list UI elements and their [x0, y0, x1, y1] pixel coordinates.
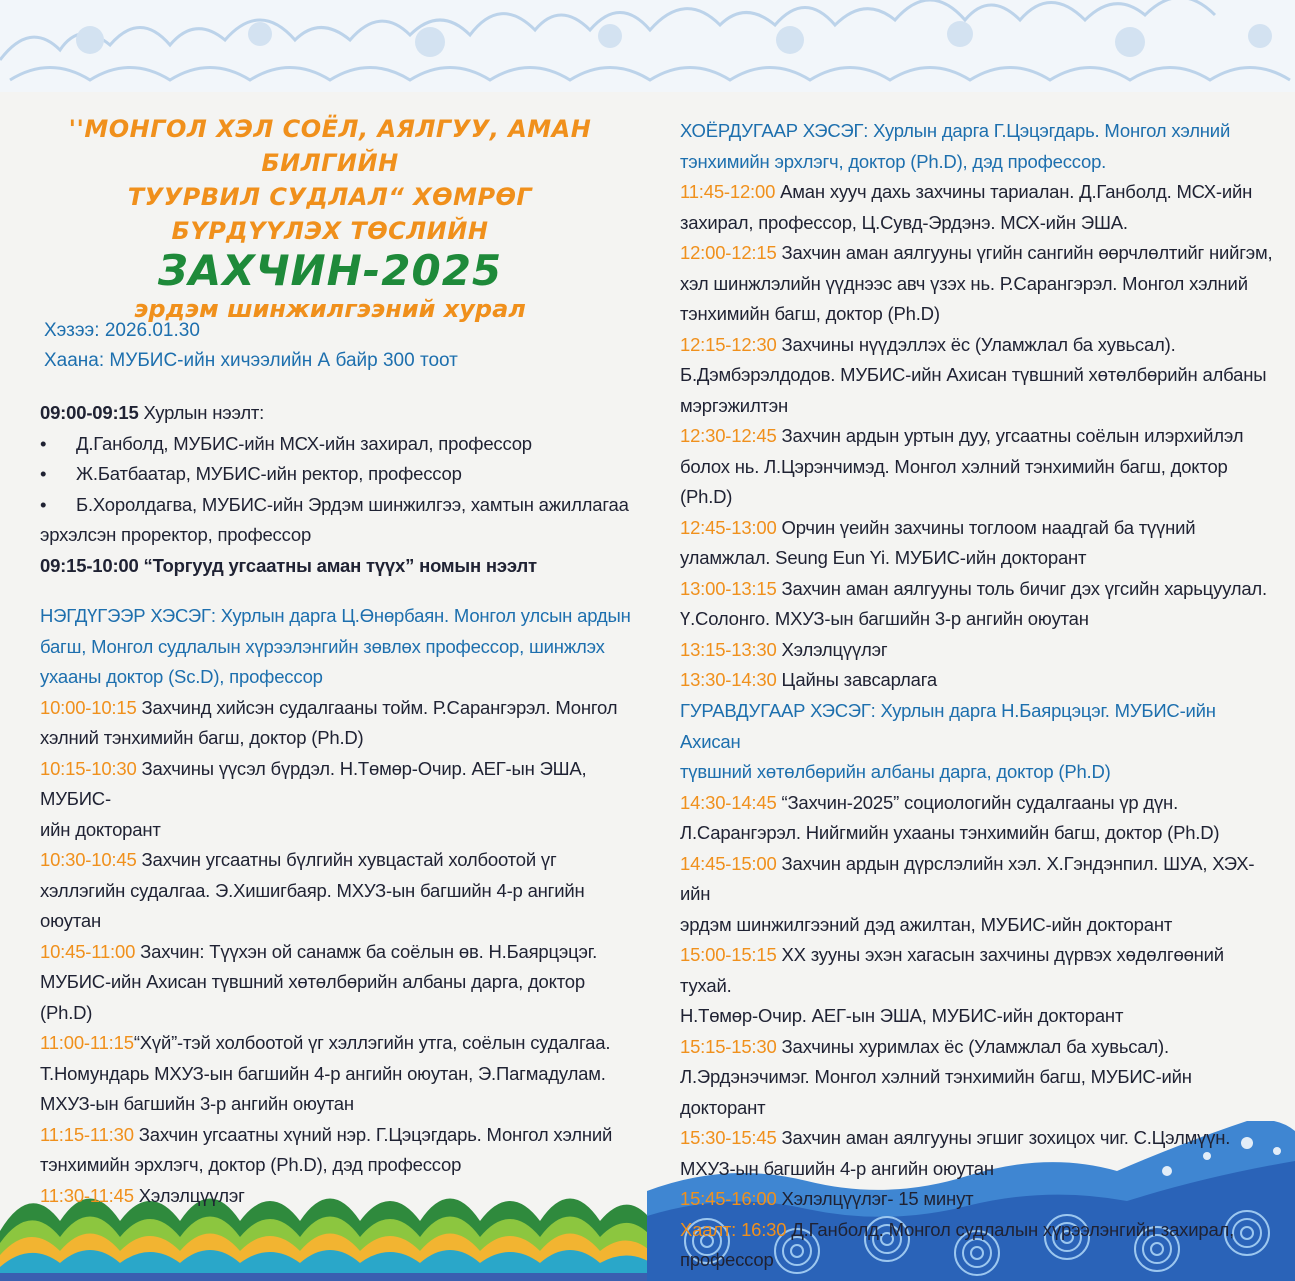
schedule-time: 10:00-10:15: [40, 696, 137, 718]
schedule-item-line-1: [680, 635, 1280, 666]
schedule-time: 15:30-15:45: [680, 1127, 777, 1148]
schedule-item-line-1: [680, 1032, 1280, 1063]
schedule-item-continuation: оюутан: [40, 910, 101, 931]
schedule-time: 14:30-14:45: [680, 791, 777, 813]
left-program: [40, 398, 632, 1211]
schedule-item: [680, 330, 1280, 422]
schedule-time: 12:00-12:15: [680, 242, 777, 263]
section3-header-1: ГУРАВДУГААР ХЭСЭГ: Хурлын дарга Н.Баярцэцэг. МУБИС-ийн Ахисан: [680, 700, 1216, 752]
opening-bullet-3: [40, 490, 632, 521]
schedule-item-line-1: [40, 1120, 632, 1151]
schedule-item-continuation: Н.Төмөр-Очир. АЕГ-ын ЭША, МУБИС-ийн докторант: [680, 1005, 1124, 1026]
schedule-text: Орчин үеийн захчины тоглоом наадгай ба түүний: [776, 516, 1196, 538]
schedule-time: 15:15-15:30: [680, 1035, 777, 1057]
schedule-text: Захчинд хийсэн судалгааны тойм. Р.Сарангэрэл. Монгол: [136, 696, 618, 718]
schedule-item-line-1: [680, 940, 1280, 1001]
opening-time: 09:00-09:15: [40, 402, 139, 423]
schedule-text: Захчин угсаатны хүний нэр. Г.Цэцэгдарь. Монгол хэлний: [133, 1123, 613, 1145]
right-program-3: [680, 696, 1280, 1276]
schedule-item: [680, 1032, 1280, 1124]
schedule-item: [40, 1120, 632, 1181]
schedule-text: Захчин ардын дүрслэлийн хэл. Х.Гэндэнпил. ШУА, ХЭХ-ийн: [680, 852, 1255, 904]
title-line-2: ТУУРВИЛ СУДЛАЛ“ ХӨМРӨГ БҮРДҮҮЛЭХ ТӨСЛИЙН: [127, 183, 533, 245]
schedule-time: 12:15-12:30: [680, 333, 777, 355]
schedule-item-line-1: [680, 330, 1280, 361]
schedule-text: Захчины нүүдэллэх ёс (Уламжлал ба хувьсал).: [776, 333, 1176, 355]
schedule-item: [680, 665, 1280, 696]
event-meta: [44, 316, 458, 376]
schedule-item-line-1: [40, 754, 632, 815]
section3-items: [680, 788, 1280, 1276]
bullet-dot: •: [40, 463, 47, 484]
bullet-dot: •: [40, 493, 47, 515]
section1-header-1: НЭГДҮГЭЭР ХЭСЭГ: Хурлын дарга Ц.Өнөрбаян. Монгол улсын ардын: [40, 605, 631, 626]
schedule-time: 12:45-13:00: [680, 516, 777, 538]
schedule-text: Захчин аман аялгууны үгийн сангийн өөрчлөлтийг нийгэм,: [776, 242, 1273, 263]
schedule-time: 13:15-13:30: [680, 638, 777, 660]
schedule-text: Захчин ардын уртын дуу, угсаатны соёлын илэрхийлэл: [776, 425, 1244, 446]
schedule-item-continuation: эрдэм шинжилгээний дэд ажилтан, МУБИС-ийн докторант: [680, 913, 1173, 935]
opening-label: Хурлын нээлт:: [143, 402, 265, 423]
opening-bullet-1: [40, 429, 632, 460]
schedule-time: 13:30-14:30: [680, 669, 777, 690]
section2-header-2: тэнхимийн эрхлэгч, доктор (Ph.D), дэд профессор.: [680, 150, 1107, 172]
schedule-item-continuation: болох нь. Л.Цэрэнчимэд. Монгол хэлний тэнхимийн багш, доктор (Ph.D): [680, 455, 1228, 507]
schedule-item-continuation: Б.Дэмбэрэлдодов. МУБИС-ийн Ахисан түвшний хөтөлбөрийн албаны: [680, 364, 1267, 385]
schedule-time: 13:00-13:15: [680, 577, 777, 599]
schedule-item-continuation: хэлний тэнхимийн багш, доктор (Ph.D): [40, 727, 364, 748]
schedule-item-continuation: уламжлал. Seung Eun Yi. МУБИС-ийн докторант: [680, 547, 1087, 568]
schedule-item-continuation: ийн докторант: [40, 818, 161, 840]
schedule-item-continuation: тэнхимийн багш, доктор (Ph.D): [680, 303, 940, 324]
schedule-item: [680, 238, 1280, 330]
schedule-text: Захчин аман аялгууны эгшиг зохицох чиг. С.Цэлмүүн.: [776, 1127, 1231, 1148]
schedule-item: [680, 849, 1280, 941]
schedule-item-continuation: хэллэгийн судалгаа. Э.Хишигбаяр. МХУЗ-ын багшийн 4-р ангийн: [40, 879, 585, 901]
schedule-time: 11:45-12:00: [680, 181, 776, 202]
schedule-time: 11:00-11:15: [40, 1032, 134, 1053]
schedule-time: 15:00-15:15: [680, 944, 777, 965]
schedule-item: [40, 1181, 632, 1212]
schedule-item-line-1: [680, 177, 1280, 208]
opening-bullet-3-cont: эрхэлсэн проректор, профессор: [40, 524, 312, 545]
schedule-item: [40, 693, 632, 754]
schedule-item-line-1: [40, 937, 632, 968]
schedule-time: Хаалт: 16:30: [680, 1218, 787, 1240]
title-line-1: ''МОНГОЛ ХЭЛ СОЁЛ, АЯЛГУУ, АМАН БИЛГИЙН: [68, 115, 592, 177]
schedule-text: Захчин аман аялгууны толь бичиг дэх үгсийн харьцуулал.: [776, 577, 1267, 599]
title-main: ЗАХЧИН-2025: [157, 246, 503, 295]
schedule-item-line-1: [40, 693, 632, 724]
bullet-text: Б.Хоролдагва, МУБИС-ийн Эрдэм шинжилгээ, хамтын ажиллагаа: [76, 493, 629, 515]
schedule-item: [40, 845, 632, 937]
schedule-item: [680, 1123, 1280, 1184]
section2-header-1: ХОЁРДУГААР ХЭСЭГ: Хурлын дарга Г.Цэцэгдарь. Монгол хэлний: [680, 120, 1231, 141]
schedule-item-continuation: МХУЗ-ын багшийн 4-р ангийн оюутан: [680, 1157, 994, 1179]
event-date: Хэзээ: 2026.01.30: [44, 320, 200, 341]
schedule-text: Аман хууч дахь захчины тариалан. Д.Ганболд. МСХ-ийн: [775, 181, 1253, 202]
schedule-item: [680, 421, 1280, 513]
opening-row: [40, 398, 632, 429]
schedule-item-continuation: Л.Эрдэнэчимэг. Монгол хэлний тэнхимийн багш, МУБИС-ийн докторант: [680, 1066, 1192, 1118]
schedule-item-continuation: Ү.Солонго. МХУЗ-ын багшийн 3-р ангийн оюутан: [680, 608, 1089, 629]
schedule-item-continuation: МУБИС-ийн Ахисан түвшний хөтөлбөрийн албаны дарга, доктор (Ph.D): [40, 971, 585, 1023]
schedule-item: [680, 177, 1280, 238]
schedule-item: [680, 788, 1280, 849]
schedule-item-continuation: мэргэжилтэн: [680, 394, 789, 416]
schedule-item-line-1: [680, 665, 1280, 696]
schedule-text: Захчин угсаатны бүлгийн хувцастай холбоотой үг: [136, 849, 557, 870]
schedule-text: “Хүй”-тэй холбоотой үг хэллэгийн утга, соёлын судалгаа.: [133, 1032, 611, 1053]
schedule-item: [40, 937, 632, 1029]
schedule-item: [40, 1028, 632, 1120]
schedule-text: Захчины үүсэл бүрдэл. Н.Төмөр-Очир. АЕГ-ын ЭША, МУБИС-: [40, 757, 587, 809]
schedule-text: Д.Ганболд. Монгол судлалын хүрээлэнгийн захирал,: [786, 1218, 1235, 1240]
schedule-time: 10:45-11:00: [40, 940, 136, 962]
schedule-item-line-1: [680, 513, 1280, 544]
book-launch-time: 09:15-10:00: [40, 554, 139, 576]
section1-header-2: багш, Монгол судлалын хүрээлэнгийн зөвлөх профессор, шинжлэх: [40, 635, 605, 657]
schedule-text: Хэлэлцүүлэг- 15 минут: [776, 1188, 974, 1209]
schedule-item-line-1: [680, 1215, 1280, 1246]
schedule-item-line-1: [680, 574, 1280, 605]
schedule-text: Захчины хуримлах ёс (Уламжлал ба хувьсал).: [776, 1035, 1169, 1057]
right-program: [680, 116, 1280, 696]
schedule-item: [680, 513, 1280, 574]
schedule-item: [680, 1215, 1280, 1276]
book-launch-text: “Торгууд угсаатны аман түүх” номын нээлт: [143, 554, 537, 576]
schedule-item-line-1: [40, 1181, 632, 1212]
schedule-item: [40, 754, 632, 846]
title-sub: эрдэм шинжилгээний хурал: [134, 295, 526, 323]
section3-header-2: түвшний хөтөлбөрийн албаны дарга, доктор (Ph.D): [680, 761, 1111, 782]
schedule-item: [680, 1184, 1280, 1215]
schedule-text: Хэлэлцүүлэг: [776, 638, 888, 660]
schedule-item-line-1: [680, 421, 1280, 452]
schedule-item-continuation: Л.Сарангэрэл. Нийгмийн ухааны тэнхимийн багш, доктор (Ph.D): [680, 822, 1220, 843]
bullet-text: Д.Ганболд, МУБИС-ийн МСХ-ийн захирал, профессор: [76, 432, 532, 454]
spacer: [40, 581, 632, 601]
schedule-text: Цайны завсарлага: [776, 669, 937, 690]
schedule-time: 12:30-12:45: [680, 425, 777, 446]
schedule-text: Захчин: Түүхэн ой санамж ба соёлын өв. Н.Баярцэцэг.: [135, 940, 598, 962]
schedule-item-continuation: МХУЗ-ын багшийн 3-р ангийн оюутан: [40, 1093, 354, 1114]
schedule-item: [680, 940, 1280, 1032]
schedule-item-continuation: профессор: [680, 1249, 774, 1270]
schedule-time: 10:15-10:30: [40, 757, 137, 779]
cloud-border-decoration: [0, 0, 1295, 92]
schedule-item-continuation: тэнхимийн эрхлэгч, доктор (Ph.D), дэд профессор: [40, 1154, 462, 1175]
schedule-item: [680, 574, 1280, 635]
schedule-item: [680, 635, 1280, 666]
opening-bullet-2: [40, 459, 632, 490]
schedule-text: “Захчин-2025” социологийн судалгааны үр дүн.: [776, 791, 1179, 813]
bullet-text: Ж.Батбаатар, МУБИС-ийн ректор, профессор: [76, 463, 462, 484]
schedule-time: 11:30-11:45: [40, 1184, 134, 1206]
schedule-item-line-1: [680, 1184, 1280, 1215]
bullet-dot: •: [40, 432, 47, 454]
schedule-item-line-1: [680, 238, 1280, 269]
schedule-time: 11:15-11:30: [40, 1123, 134, 1145]
schedule-item-line-1: [680, 788, 1280, 819]
schedule-item-continuation: Т.Номундарь МХУЗ-ын багшийн 4-р ангийн оюутан, Э.Пагмадулам.: [40, 1062, 606, 1084]
schedule-time: 15:45-16:00: [680, 1188, 777, 1209]
section1-items: [40, 693, 632, 1212]
schedule-text: Хэлэлцүүлэг: [133, 1184, 245, 1206]
schedule-item-line-1: [40, 1028, 632, 1059]
schedule-text: XX зууны эхэн хагасын захчины дүрвэх хөдөлгөөний тухай.: [680, 944, 1224, 996]
schedule-time: 14:45-15:00: [680, 852, 777, 874]
section1-header-3: ухааны доктор (Sc.D), профессор: [40, 666, 323, 687]
schedule-item-line-1: [680, 1123, 1280, 1154]
schedule-item-continuation: захирал, профессор, Ц.Сувд-Эрдэнэ. МСХ-ийн ЭША.: [680, 211, 1128, 233]
schedule-time: 10:30-10:45: [40, 849, 137, 870]
schedule-item-line-1: [40, 845, 632, 876]
section2-items: [680, 177, 1280, 696]
poster-title: [60, 112, 600, 324]
book-launch-row: [40, 551, 632, 582]
schedule-item-continuation: хэл шинжлэлийн үүднээс авч үзэх нь. Р.Сарангэрэл. Монгол хэлний: [680, 272, 1248, 294]
schedule-item-line-1: [680, 849, 1280, 910]
event-location: Хаана: МУБИС-ийн хичээлийн А байр 300 тоот: [44, 350, 458, 371]
